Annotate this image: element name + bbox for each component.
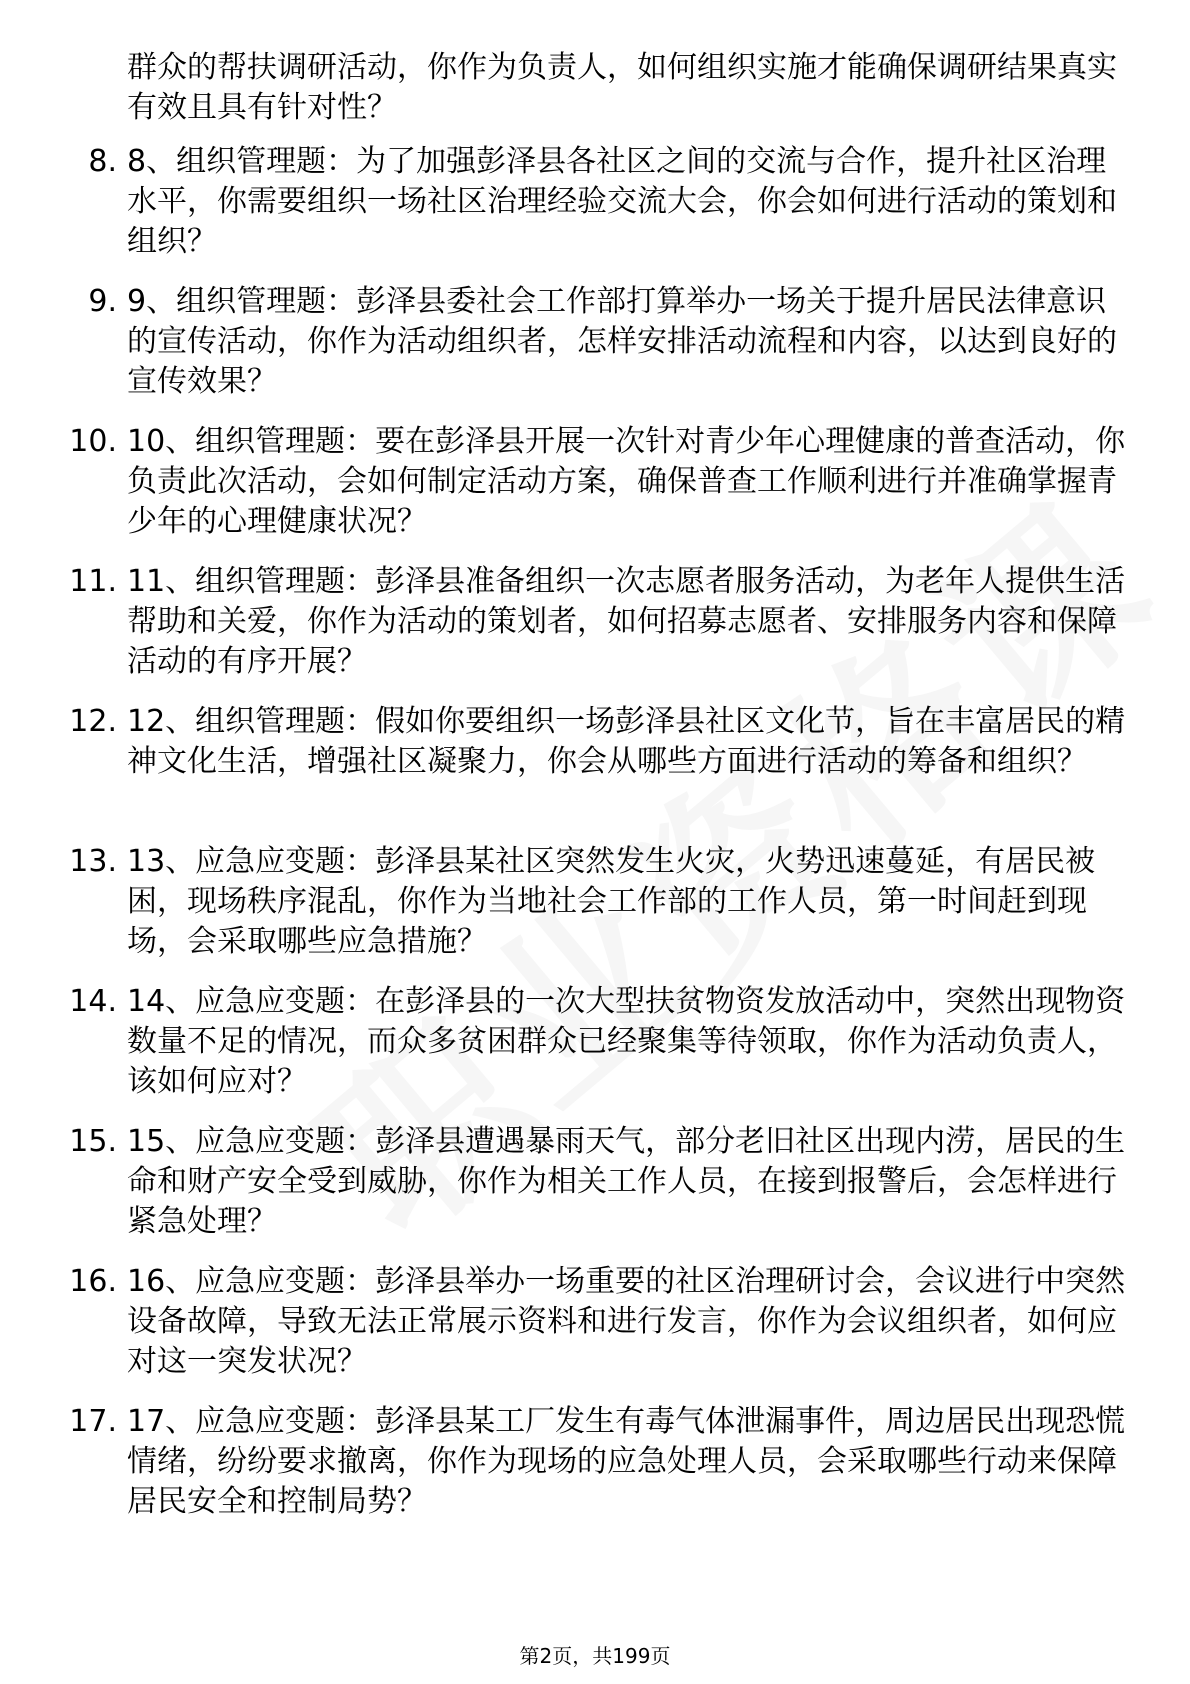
question-number: 12. — [69, 704, 117, 739]
question-item — [69, 842, 1127, 962]
question-number: 11. — [69, 564, 117, 599]
question-item — [69, 1262, 1127, 1382]
question-number: 16. — [69, 1264, 117, 1299]
continuation-text: 群众的帮扶调研活动，你作为负责人，如何组织实施才能确保调研结果真实有效且具有针对性？ — [127, 50, 1117, 125]
question-item — [69, 982, 1127, 1102]
question-number: 9. — [88, 284, 117, 319]
question-number: 15. — [69, 1124, 117, 1159]
question-item — [69, 422, 1127, 542]
question-text: 14、应急应变题：在彭泽县的一次大型扶贫物资发放活动中，突然出现物资数量不足的情况，而众多贫困群众已经聚集等待领取，你作为活动负责人，该如何应对？ — [127, 984, 1126, 1099]
question-item — [69, 562, 1127, 682]
question-text: 9、组织管理题：彭泽县委社会工作部打算举办一场关于提升居民法律意识的宣传活动，你作为活动组织者，怎样安排活动流程和内容，以达到良好的宣传效果？ — [127, 284, 1117, 399]
question-number: 14. — [69, 984, 117, 1019]
question-text: 11、组织管理题：彭泽县准备组织一次志愿者服务活动，为老年人提供生活帮助和关爱，你作为活动的策划者，如何招募志愿者、安排服务内容和保障活动的有序开展？ — [127, 564, 1126, 679]
question-text: 15、应急应变题：彭泽县遭遇暴雨天气，部分老旧社区出现内涝，居民的生命和财产安全受到威胁，你作为相关工作人员，在接到报警后，会怎样进行紧急处理？ — [127, 1124, 1126, 1239]
question-item — [88, 142, 1127, 262]
question-text: 12、组织管理题：假如你要组织一场彭泽县社区文化节，旨在丰富居民的精神文化生活，增强社区凝聚力，你会从哪些方面进行活动的筹备和组织？ — [127, 704, 1126, 779]
question-text: 16、应急应变题：彭泽县举办一场重要的社区治理研讨会，会议进行中突然设备故障，导致无法正常展示资料和进行发言，你作为会议组织者，如何应对这一突发状况？ — [127, 1264, 1126, 1379]
question-text: 10、组织管理题：要在彭泽县开展一次针对青少年心理健康的普查活动，你负责此次活动，会如何制定活动方案，确保普查工作顺利进行并准确掌握青少年的心理健康状况？ — [127, 424, 1126, 539]
question-number: 17. — [69, 1404, 117, 1439]
question-number: 8. — [88, 144, 117, 179]
question-item — [69, 1122, 1127, 1242]
question-item — [69, 1402, 1127, 1522]
page-footer: 第2页，共199页 — [519, 1644, 671, 1668]
question-item — [69, 702, 1127, 782]
question-text: 8、组织管理题：为了加强彭泽县各社区之间的交流与合作，提升社区治理水平，你需要组织一场社区治理经验交流大会，你会如何进行活动的策划和组织？ — [127, 144, 1117, 259]
question-text: 13、应急应变题：彭泽县某社区突然发生火灾，火势迅速蔓延，有居民被困，现场秩序混乱，你作为当地社会工作部的工作人员，第一时间赶到现场，会采取哪些应急措施？ — [127, 844, 1096, 959]
question-text: 17、应急应变题：彭泽县某工厂发生有毒气体泄漏事件，周边居民出现恐慌情绪，纷纷要求撤离，你作为现场的应急处理人员，会采取哪些行动来保障居民安全和控制局势？ — [127, 1404, 1126, 1519]
question-item — [88, 282, 1127, 402]
question-number: 10. — [69, 424, 117, 459]
question-number: 13. — [69, 844, 117, 879]
